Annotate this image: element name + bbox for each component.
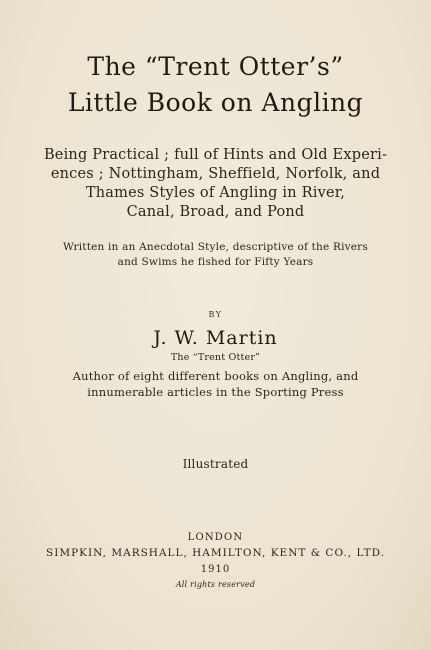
by-label: BY bbox=[208, 310, 223, 319]
subtitle-line-3: Thames Styles of Angling in River, bbox=[85, 185, 346, 201]
publication-place: LONDON bbox=[187, 532, 244, 543]
title-line-2: Little Book on Angling bbox=[67, 88, 364, 117]
subtitle-line-4: Canal, Broad, and Pond bbox=[126, 204, 305, 220]
author-name: J. W. Martin bbox=[153, 327, 278, 349]
publisher-name: SIMPKIN, MARSHALL, HAMILTON, KENT & CO., LTD. bbox=[46, 547, 385, 559]
credits-line-2: innumerable articles in the Sporting Press bbox=[87, 385, 344, 399]
publication-year: 1910 bbox=[200, 564, 231, 575]
description-line-1: Written in an Anecdotal Style, descriptive of the Rivers bbox=[63, 241, 368, 253]
author-alias: The “Trent Otter” bbox=[170, 352, 261, 363]
illustrated-label: Illustrated bbox=[182, 457, 249, 471]
subtitle-line-2: ences ; Nottingham, Sheffield, Norfolk, and bbox=[50, 166, 381, 182]
description-line-2: and Swims he fished for Fifty Years bbox=[117, 256, 314, 268]
title-line-1: The “Trent Otter’s” bbox=[87, 52, 344, 81]
subtitle-line-1: Being Practical ; full of Hints and Old Experi- bbox=[43, 147, 388, 163]
credits-line-1: Author of eight different books on Angling, and bbox=[72, 369, 359, 383]
rights-notice: All rights reserved bbox=[175, 580, 256, 589]
